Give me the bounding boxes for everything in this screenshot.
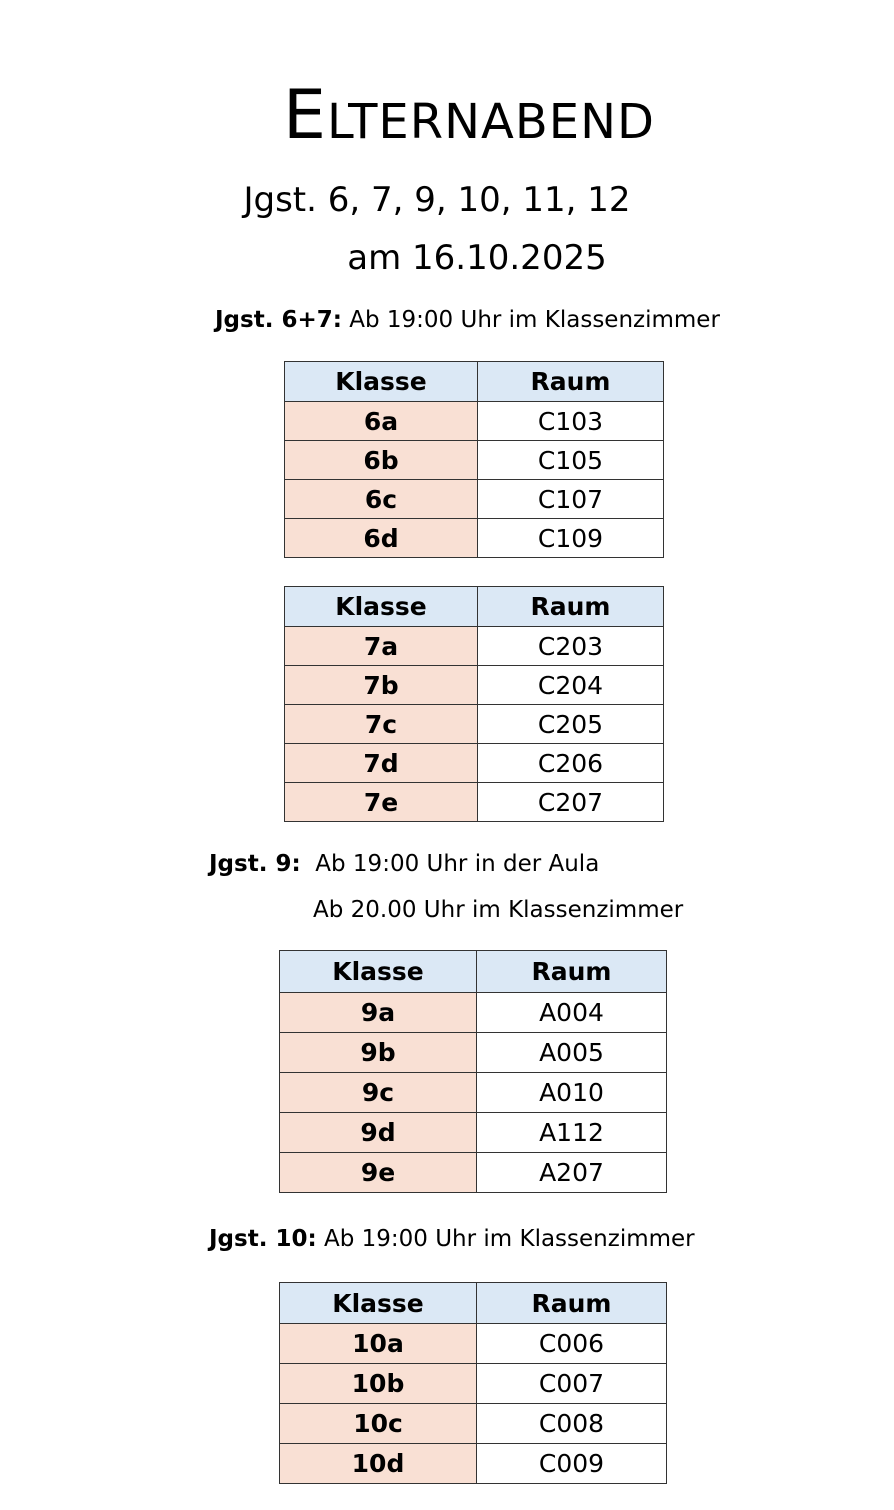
room-cell: C006 — [477, 1324, 667, 1364]
column-header-class: Klasse — [285, 587, 478, 627]
class-room-table-10 — [279, 1282, 667, 1484]
column-header-room: Raum — [478, 587, 664, 627]
room-cell: A005 — [477, 1033, 667, 1073]
table-row — [285, 666, 664, 705]
table-row — [285, 519, 664, 558]
table-row — [280, 1364, 667, 1404]
class-room-table-9 — [279, 950, 667, 1193]
class-cell: 9c — [280, 1073, 477, 1113]
column-header-class: Klasse — [280, 1283, 477, 1324]
section-heading-9-line2 — [313, 895, 683, 925]
table-row — [280, 993, 667, 1033]
table-row — [285, 744, 664, 783]
section-heading-10 — [209, 1224, 695, 1254]
table-row — [280, 1113, 667, 1153]
class-cell: 9d — [280, 1113, 477, 1153]
table-row — [285, 705, 664, 744]
section-label: Jgst. 10: — [209, 1226, 317, 1252]
column-header-class: Klasse — [280, 951, 477, 993]
class-cell: 10b — [280, 1364, 477, 1404]
class-room-table-6 — [284, 361, 664, 558]
room-cell: C203 — [478, 627, 664, 666]
room-cell: C009 — [477, 1444, 667, 1484]
class-cell: 7a — [285, 627, 478, 666]
room-cell: C105 — [478, 441, 664, 480]
class-cell: 10d — [280, 1444, 477, 1484]
room-cell: C007 — [477, 1364, 667, 1404]
table-row — [280, 1324, 667, 1364]
section-time-text: Ab 19:00 Uhr im Klassenzimmer — [323, 1226, 695, 1252]
column-header-room: Raum — [477, 951, 667, 993]
table-row — [285, 402, 664, 441]
class-cell: 7d — [285, 744, 478, 783]
table-row — [285, 783, 664, 822]
table-row — [280, 1404, 667, 1444]
section-time-text: Ab 19:00 Uhr in der Aula — [315, 851, 600, 877]
table-row — [280, 1444, 667, 1484]
room-cell: C207 — [478, 783, 664, 822]
room-cell: C204 — [478, 666, 664, 705]
class-cell: 7b — [285, 666, 478, 705]
column-header-class: Klasse — [285, 362, 478, 402]
section-label: Jgst. 9: — [209, 851, 301, 877]
room-cell: A010 — [477, 1073, 667, 1113]
class-cell: 6b — [285, 441, 478, 480]
class-cell: 7c — [285, 705, 478, 744]
class-room-table-7 — [284, 586, 664, 822]
section-label: Jgst. 6+7: — [215, 307, 342, 333]
room-cell: C206 — [478, 744, 664, 783]
class-cell: 9b — [280, 1033, 477, 1073]
class-cell: 9a — [280, 993, 477, 1033]
section-time-text: Ab 19:00 Uhr im Klassenzimmer — [349, 307, 720, 333]
table-row — [280, 1153, 667, 1193]
room-cell: A207 — [477, 1153, 667, 1193]
room-cell: C109 — [478, 519, 664, 558]
table-row — [280, 1033, 667, 1073]
room-cell: C205 — [478, 705, 664, 744]
class-cell: 9e — [280, 1153, 477, 1193]
room-cell: A004 — [477, 993, 667, 1033]
column-header-room: Raum — [478, 362, 664, 402]
table-row — [280, 1073, 667, 1113]
table-row — [285, 480, 664, 519]
column-header-room: Raum — [477, 1283, 667, 1324]
class-cell: 6a — [285, 402, 478, 441]
table-row — [285, 627, 664, 666]
grades-subtitle: Jgst. 6, 7, 9, 10, 11, 12 — [243, 180, 631, 220]
page-title: Elternabend — [283, 76, 655, 155]
section-heading-6-7 — [215, 305, 720, 335]
section-time-text-2: Ab 20.00 Uhr im Klassenzimmer — [313, 897, 684, 923]
room-cell: A112 — [477, 1113, 667, 1153]
section-heading-9 — [209, 849, 599, 879]
class-cell: 7e — [285, 783, 478, 822]
room-cell: C103 — [478, 402, 664, 441]
class-cell: 10a — [280, 1324, 477, 1364]
room-cell: C107 — [478, 480, 664, 519]
table-row — [285, 441, 664, 480]
room-cell: C008 — [477, 1404, 667, 1444]
date-subtitle: am 16.10.2025 — [347, 238, 607, 278]
class-cell: 10c — [280, 1404, 477, 1444]
class-cell: 6d — [285, 519, 478, 558]
class-cell: 6c — [285, 480, 478, 519]
